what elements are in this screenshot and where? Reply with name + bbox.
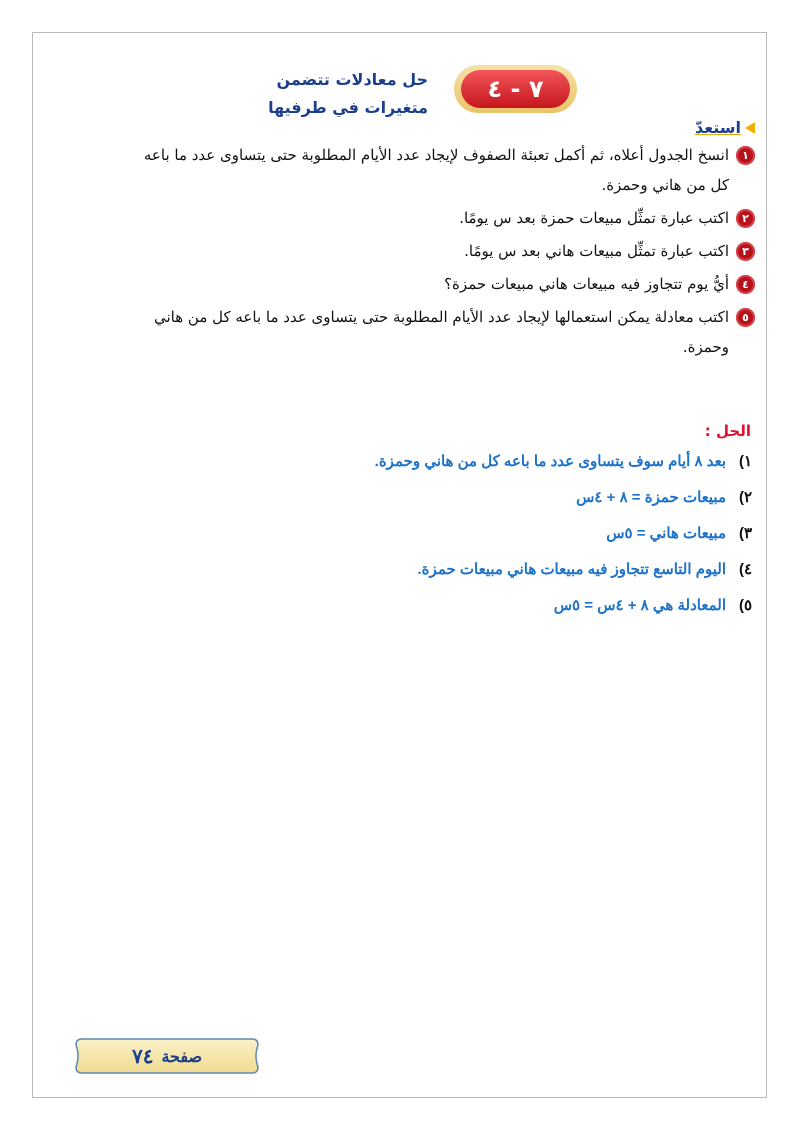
lesson-title-line2: متغيرات في طرفيها (268, 98, 428, 117)
answer-number: ٣) (738, 525, 752, 542)
question-number: ٥ (736, 308, 755, 327)
answer-text: المعادلة هي ٨ + ٤س = ٥س (553, 597, 726, 614)
question-text: انسخ الجدول أعلاه، ثم أكمل تعبئة الصفوف لإيجاد عدد الأيام المطلوبة حتى يتساوى عدد ما باعه كل من هاني وحمزة. (143, 146, 729, 194)
question-text: اكتب معادلة يمكن استعمالها لإيجاد عدد الأيام المطلوبة حتى يتساوى عدد ما باعه كل من هاني وحمزة. (153, 308, 729, 356)
question-item (135, 302, 755, 362)
answer-item (112, 452, 752, 472)
question-item (135, 236, 755, 266)
question-number: ٤ (736, 275, 755, 294)
answer-number: ١) (738, 453, 752, 470)
question-item (135, 140, 755, 200)
arrow-left-icon (745, 122, 755, 134)
page-number (72, 1036, 262, 1076)
answer-text: مبيعات هاني = ٥س (606, 525, 726, 542)
answer-item (112, 596, 752, 616)
answer-number: ٤) (738, 561, 752, 578)
question-number: ٢ (736, 209, 755, 228)
page-label-text: صفحة (161, 1046, 203, 1066)
answer-item (112, 560, 752, 580)
question-text: اكتب عبارة تمثِّل مبيعات هاني بعد س يومًا. (464, 242, 729, 260)
question-item (135, 269, 755, 299)
question-number: ١ (736, 146, 755, 165)
lesson-title (268, 66, 428, 122)
explore-label: استعدّ (694, 118, 741, 137)
questions-list (135, 140, 755, 365)
answer-text: اليوم التاسع تتجاوز فيه مبيعات هاني مبيعات حمزة. (417, 561, 726, 578)
answer-number: ٢) (738, 489, 752, 506)
question-text: اكتب عبارة تمثِّل مبيعات حمزة بعد س يومًا. (459, 209, 729, 227)
answer-number: ٥) (738, 597, 752, 614)
page-number-value: ٧٤ (131, 1044, 154, 1068)
answer-item (112, 524, 752, 544)
lesson-title-line1: حل معادلات تتضمن (276, 70, 428, 89)
answer-item (112, 488, 752, 508)
question-number: ٣ (736, 242, 755, 261)
lesson-number: ٧ - ٤ (487, 75, 544, 103)
answer-text: مبيعات حمزة = ٨ + ٤س (576, 489, 726, 506)
solution-heading: الحل : (704, 422, 751, 440)
explore-heading (695, 118, 755, 137)
question-item (135, 203, 755, 233)
question-text: أيُّ يوم تتجاوز فيه مبيعات هاني مبيعات حمزة؟ (444, 275, 729, 293)
answer-text: بعد ٨ أيام سوف يتساوى عدد ما باعه كل من هاني وحمزة. (374, 453, 726, 470)
answers-list (112, 452, 752, 632)
